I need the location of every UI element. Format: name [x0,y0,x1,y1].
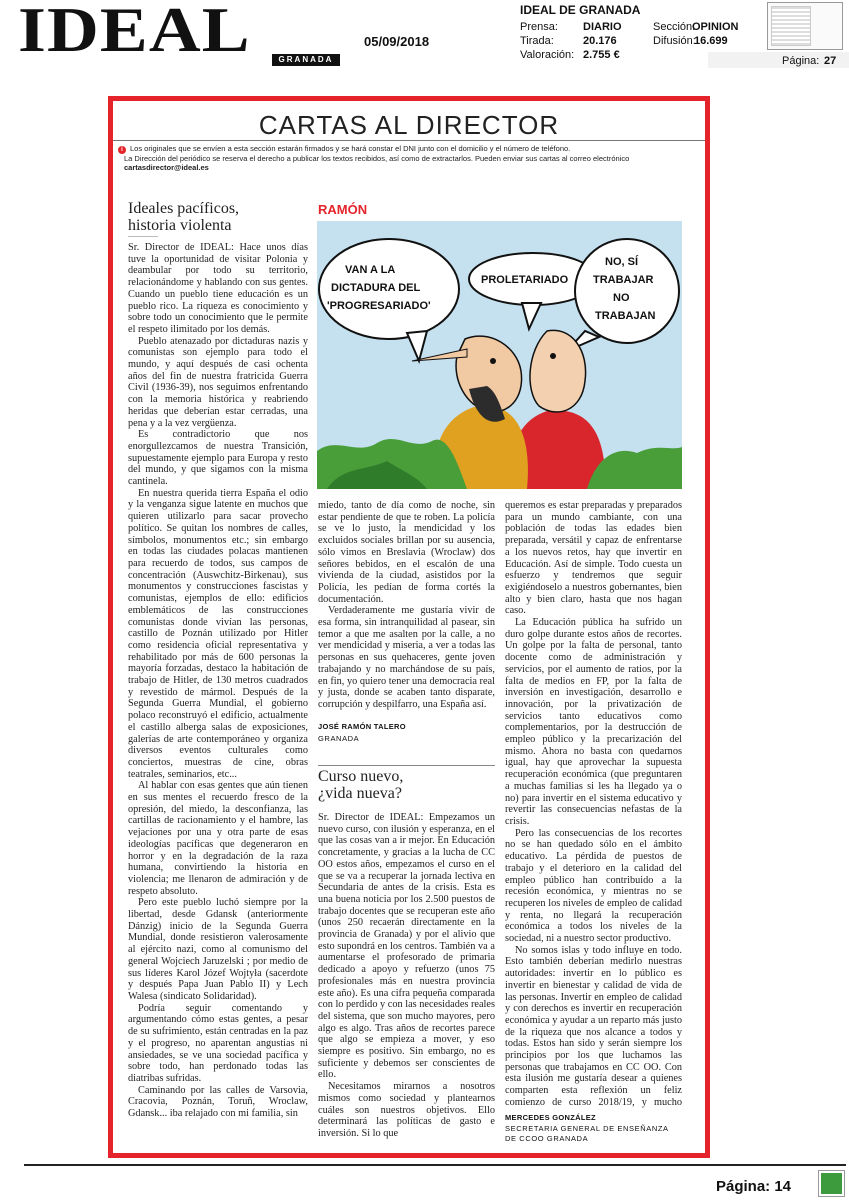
letter1-column-1 [128,242,308,1148]
document-icon[interactable] [819,1171,844,1196]
bubble-text: NO, SÍ [605,256,639,268]
letter1-paragraph: Verdaderamente me gustaría vivir de esa forma, sin intranquilidad al pasear, sin temor a que me asalten por la calle, a no ver mendicidad y miseria, a ver a todas las personas en sus quehaceres, gente joven trabajando y no marchándose de su país, en fin, yo quiero tener una democracia real y justa, donde se acaben tanto disparate, corrupción y despilfarro, una España así. [318,605,495,710]
edition-label: GRANADA [272,54,340,66]
bubble-text: VAN A LA [345,264,396,276]
letter2-column-2 [505,500,682,1110]
valoracion-label: Valoración: [520,49,575,61]
page-number-label: Página: [782,55,820,67]
letter2-paragraph: Necesitamos mirarnos a nosotros mismos como sociedad y plantearnos cuáles son nuestros objetivos. Ello determinará las políticas de gasto e inversión. Si lo que [318,1081,495,1139]
bubble-text: PROLETARIADO [481,274,569,286]
info-line-2: La Dirección del periódico se reserva el derecho a publicar los textos recibidos, así como de extractarlos. Pueden enviar sus cartas al correo electrónico [124,153,630,163]
page-number-value: 27 [824,55,837,67]
info-icon: i [118,146,126,154]
letter2-role-line-2: DE CCOO GRANADA [505,1134,589,1143]
letter1-paragraph: En nuestra querida tierra España el odio y la venganza sigue latente en muchos que quieren utilizarlo para sacar provecho político. Se quitan los nombres de calles, símbolos, monumentos etc.; sin embargo en todas las ciudades polacas mantienen para recuerdo de todos, sus campos de concentración (Auswchitz-Birkenau), sus monumentos y construcciones fascistas y comunistas, ejemplos de ello: edificios emblemáticos de las construcciones comunistas donde vivían las personas, castillo de Poznán utilizado por Hitler como residencia oficial representativa y rehabilitado por más de 600 personas la mayoría forzadas, destaco la habitación de trabajo de Hitler, de 130 metros cuadrados y revestido de mármol. Después de la Segunda Guerra Mundial, el gobierno polaco reconstruyó el edificio, actualmente el castillo alberga salas de exposiciones, galerías de arte contemporáneo y organiza diversos eventos culturales como conciertos, muestras de cine, obras teatrales, seminarios, etc... [128,487,308,780]
contact-email: cartasdirector@ideal.es [124,163,209,172]
bubble-text: DICTADURA DEL [331,282,421,294]
speech-bubble-right [575,239,679,343]
letter1-paragraph: Al hablar con esas gentes que aún tienen en sus mentes el recuerdo fresco de la opresión, del miedo, la desconfianza, las cartillas de racionamiento y el hambre, las vejaciones por una y otra parte de esas ideologías pacíficas que degeneraron en horror y en la degradación de la raza humana, convirtiendo la historia en violencia; me llenaron de admiración y de respeto absoluto. [128,780,308,897]
letter2-signature: MERCEDES GONZÁLEZ [505,1113,596,1122]
letter2-paragraph: No somos islas y todo influye en todo. Esto también deberían medirlo nuestras autoridades: invertir en lo público es invertir en bienestar y calidad de vida de las personas. Invertir en empleo de calidad y con derechos es invertir en recuperación económica y ayudar a un reparto más justo de la riqueza que nos alcance a todos y todas. Estos han sido y serán siempre los principios por los que luchamos las personas que trabajamos en CC OO. Con esta ilusión me gustaría desear a quienes comparten esta reflexión un feliz comienzo de curso 2018/19, y mucho [505,944,682,1108]
letter2-title-line-1: Curso nuevo, [318,768,404,785]
info-line-1: Los originales que se envíen a esta sección estarán firmados y se hará constar el DNI junto con el domicilio y el número de teléfono. [130,144,571,153]
letter1-signature: JOSÉ RAMÓN TALERO [318,722,406,731]
letter1-paragraph: Es contradictorio que nos enorgullezcamos de nuestra Transición, supuestamente ejemplo para Europa y resto del mundo, y que sigamos con la misma cantinela. [128,429,308,488]
tirada-value: 20.176 [583,35,617,47]
prensa-label: Prensa: [520,21,558,33]
letter1-paragraph: Pueblo atenazado por dictaduras nazis y comunistas son ejemplo para todo el mundo, y aquí después de casi ochenta años del fin de nuestra fratricida Guerra Civil (1936-39), nos seguimos enfrentando con la memoria histórica y reabriendo heridas que deberían estar cerradas, una pena y a la vez vergüenza. [128,335,308,429]
seccion-label: Sección: [653,21,696,33]
letter1-city: GRANADA [318,734,360,743]
letter1-paragraph: Pero este pueblo luchó siempre por la libertad, desde Gdansk (anteriormente Dánzig) inicio de la Segunda Guerra Mundial, donde resistieron valerosamente al ejército nazi, como al comunismo del general Wojciech Jaruzelski ; por medio de sus líderes Karol Józef Wojtyła (sacerdote y después Papa Juan Pablo II) y Lech Walesa (sindicato Solidaridad). [128,897,308,1002]
bubble-text: 'PROGRESARIADO' [327,300,431,312]
letter1-paragraph: Podría seguir comentando y argumentando cómo estas gentes, a pesar de su sufrimiento, están centradas en la paz y el progreso, no aparentan angustias ni ansiedades, se ve una sociedad pacífica y sobre todo, han perdonado todas las diatribas sufridas. [128,1002,308,1084]
letter1-paragraph: Caminando por las calles de Varsovia, Cracovia, Poznán, Toruñ, Wroclaw, Gdansk... iba relajado con mi familia, sin [128,1084,308,1120]
cartoon-drawing [317,221,682,489]
letter1-column-2 [318,500,495,718]
eye [490,358,496,364]
cartoonist-name: RAMÓN [318,202,368,217]
prensa-value: DIARIO [583,21,622,33]
figure-red-head [530,330,586,412]
section-info [124,144,694,173]
letter1-title-line-2: historia violenta [128,217,232,234]
letter2-column-1 [318,812,495,1150]
title-rule [128,236,158,237]
letter2-title [318,768,495,802]
letter1-title-line-1: Ideales pacíficos, [128,200,240,217]
letter2-paragraph: La Educación pública ha sufrido un duro golpe durante estos años de recortes. Un golpe por la falta de personal, tanto docente como de administración y servicios, por el aumento de ratios, por la falta de medios en FP, por la falta de inversión en investigación, desarrollo e innovación, por la privatización de servicios tanto educativos como complementarios, por la destrucción de empleo público y la precarización del mismo. Ahora no basta con quedarnos igual, hay que aprovechar la supuesta recuperación económica (que preguntaren a muchas familias si les ha llegado ya o no) para invertir en el sistema educativo y revertir las consecuencias nefastas de la crisis. [505,617,682,827]
section-title: CARTAS AL DIRECTOR [258,110,560,140]
footer-rule [24,1164,846,1166]
letter1-title [128,200,308,234]
bubble-tail-middle [522,303,541,329]
difusion-label: Difusión: [653,35,696,47]
letter2-paragraph: Sr. Director de IDEAL: Empezamos un nuevo curso, con ilusión y esperanza, en el que las cosas van a ir mejor. En Educación concretamente, y gracias a la lucha de CC OO estos años, empezamos el curso en el que se va a recuperar la jornada lectiva en Secundaria de antes de la crisis. Esta es una buena noticia por los 2.500 puestos de trabajo docentes que se recuperan este año (unos 250 recaerán directamente en la provincia de Granada) y por el alivio que esto supondrá en los centros. También va a aumentarse el profesorado de primaria dedicado a apoyo y refuerzo (unos 75 profesionales más en nuestra provincia este año). Es una cifra pequeña comparada con lo perdido y con las necesidades reales del sistema, que son mucho mayores, pero algo es algo. Tras años de recortes parece que algo se empieza a mover, y eso siempre es positivo. Sin embargo, no es suficiente y debemos ser conscientes de ello. [318,812,495,1081]
page-thumbnail-preview [771,6,811,46]
letter2-role-line-1: SECRETARIA GENERAL DE ENSEÑANZA [505,1124,669,1133]
title-divider [113,140,705,141]
publication-name: IDEAL DE GRANADA [520,3,641,17]
valoracion-value: 2.755 € [583,49,620,61]
bubble-text: TRABAJAR [593,274,654,286]
difusion-value: 16.699 [694,35,728,47]
letter-divider [318,765,495,766]
bubble-text: NO [613,292,630,304]
letter1-paragraph: miedo, tanto de día como de noche, sin estar pendiente de que te roben. La policía se ve lo justo, la mendicidad y los excluidos sociales brillan por su ausencia, sólo vimos en Breslavia (Wroclaw) dos señores bebidos, en el escalón de una vivienda de la ciudad, asistidos por la Policía, les pedían de forma cortés la documentación. [318,500,495,605]
letter1-paragraph: Sr. Director de IDEAL: Hace unos días tuve la oportunidad de visitar Polonia y deambular por todo su territorio, relacionándome y hablando con sus gentes. Cuando un pueblo tiene educación es un pueblo rico. La riqueza es conocimiento y sobre todo un conocimiento que le permite el respeto ilimitado por los demás. [128,242,308,335]
masthead-logo: IDEAL [18,0,251,65]
seccion-value: OPINION [692,21,739,33]
publication-date: 05/09/2018 [364,34,430,49]
letter2-title-line-2: ¿vida nueva? [318,785,402,802]
bubble-tail-left [407,331,427,361]
bubble-text: TRABAJAN [595,310,656,322]
eye [550,353,556,359]
tirada-label: Tirada: [520,35,554,47]
letter2-paragraph: Pero las consecuencias de los recortes no se han quedado sólo en el ámbito educativo. La pérdida de puestos de trabajo y el deterioro en la calidad del empleo público han contribuido a la recesión económica, y mientras no se recuperen los niveles de empleo de calidad y renta, no llegará la recuperación económica a todos los niveles de la sociedad, ni a nuestro sector productivo. [505,827,682,945]
cartoon-illustration [317,221,682,489]
footer-page-number: Página: 14 [716,1178,792,1195]
letter2-paragraph: queremos es estar preparadas y preparados para un mundo cambiante, con una población de todas las edades bien preparada, versátil y capaz de enfrentarse a los nuevos retos, hay que invertir en Educación. Así de simple. Todo cuesta un esfuerzo y tendremos que seguir exigiéndoselo a nuestros gobernantes, bien alto y bien claro, hasta que nos hagan caso. [505,500,682,617]
